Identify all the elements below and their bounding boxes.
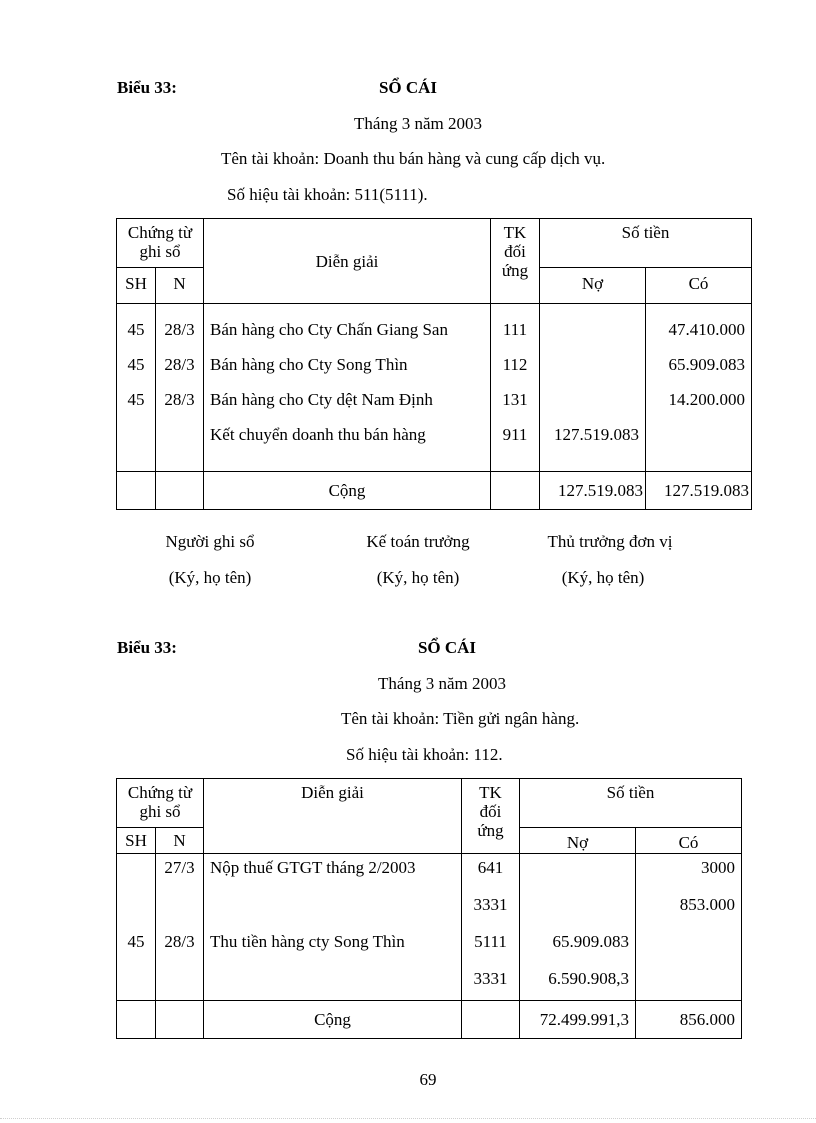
row-date: 28/3 [164,390,195,409]
row-debit [520,854,629,891]
header-credit: Có [636,828,742,854]
row-tk: 641 [477,858,504,877]
row-credit [646,417,745,452]
ledger2-label: Biểu 33: [117,638,177,657]
row-debit: 127.519.083 [554,425,639,444]
ledger1-account-number: Số hiệu tài khoản: 511(5111). [227,185,428,204]
signature-note: (Ký, họ tên) [168,568,252,587]
row-tk: 3331 [473,969,508,988]
row-description: Bán hàng cho Cty Song Thìn [210,355,408,374]
ledger2-account-name: Tên tài khoản: Tiền gửi ngân hàng. [341,709,580,728]
ledger1-period: Tháng 3 năm 2003 [354,114,482,133]
row-debit: 6.590.908,3 [548,969,629,988]
row-description: Thu tiền hàng cty Song Thìn [210,932,405,951]
row-sh: 45 [127,932,145,951]
row-description: Nộp thuế GTGT tháng 2/2003 [210,858,416,877]
row-description: Bán hàng cho Cty Chấn Giang San [210,320,448,339]
row-debit [540,347,639,382]
signature-note: (Ký, họ tên) [561,568,645,587]
row-date [156,965,203,1000]
row-credit: 65.909.083 [668,355,746,374]
total-debit: 72.499.991,3 [520,1001,636,1039]
row-sh: 45 [127,390,145,409]
total-credit: 127.519.083 [646,472,752,510]
header-tk: TK đối ứng [462,779,520,854]
signature-head: Thủ trưởng đơn vị [547,532,673,551]
row-debit [540,312,639,347]
total-credit: 856.000 [636,1001,742,1039]
row-sh [117,417,155,452]
total-debit: 127.519.083 [540,472,646,510]
header-credit: Có [646,268,752,304]
row-sh: 45 [127,355,145,374]
row-sh: 45 [127,320,145,339]
row-sh [117,891,155,928]
ledger1-title: SỔ CÁI [378,78,438,97]
header-amount: Số tiền [520,779,742,828]
row-debit: 65.909.083 [552,932,629,951]
row-date [156,417,203,452]
row-credit: 47.410.000 [668,320,746,339]
ledger2-period: Tháng 3 năm 2003 [378,674,506,693]
row-credit [636,965,735,1000]
ledger1-account-name: Tên tài khoản: Doanh thu bán hàng và cung cấp dịch vụ. [221,149,606,168]
row-tk: 112 [502,355,528,374]
row-credit: 3000 [701,858,736,877]
footer-divider [0,1118,816,1119]
ledger1-table [116,218,752,510]
header-description: Diễn giải [204,219,491,304]
row-tk: 131 [502,390,528,409]
header-voucher: Chứng từ ghi sổ [117,779,204,828]
header-n: N [156,268,204,304]
ledger2-title: SỔ CÁI [417,638,477,657]
row-date: 28/3 [164,932,195,951]
row-credit: 14.200.000 [668,390,746,409]
row-date [156,891,203,928]
signature-chief-accountant: Kế toán trưởng [366,532,470,551]
header-amount: Số tiền [540,219,752,268]
row-date: 28/3 [164,355,195,374]
row-description [210,965,461,1000]
header-tk: TK đối ứng [491,219,540,304]
header-description: Diễn giải [204,779,462,854]
row-tk: 911 [502,425,528,444]
row-description: Bán hàng cho Cty dệt Nam Định [210,390,433,409]
page-number: 69 [419,1070,437,1089]
row-tk: 111 [502,320,528,339]
header-debit: Nợ [520,828,636,854]
row-sh [117,854,155,891]
header-voucher: Chứng từ ghi sổ [117,219,204,268]
ledger1-total-row [117,472,752,510]
header-n: N [156,828,204,854]
total-label: Cộng [204,1001,462,1039]
ledger1-label: Biểu 33: [117,78,177,97]
row-debit [540,382,639,417]
header-sh: SH [117,828,156,854]
signature-recorder: Người ghi sổ [165,532,255,551]
ledger2-account-number: Số hiệu tài khoản: 112. [346,745,503,764]
ledger1-body [117,304,752,472]
row-description [210,891,461,928]
row-date: 27/3 [164,858,195,877]
total-label: Cộng [204,472,491,510]
row-credit: 853.000 [679,895,736,914]
row-tk: 3331 [473,895,508,914]
row-tk: 5111 [474,932,507,951]
row-credit [636,928,735,965]
signature-note: (Ký, họ tên) [376,568,460,587]
row-date: 28/3 [164,320,195,339]
header-sh: SH [117,268,156,304]
ledger2-table [116,778,742,1039]
header-debit: Nợ [540,268,646,304]
row-description: Kết chuyển doanh thu bán hàng [210,425,426,444]
ledger2-body [117,854,742,1001]
ledger2-total-row [117,1001,742,1039]
row-sh [117,965,155,1000]
row-debit [520,891,629,928]
